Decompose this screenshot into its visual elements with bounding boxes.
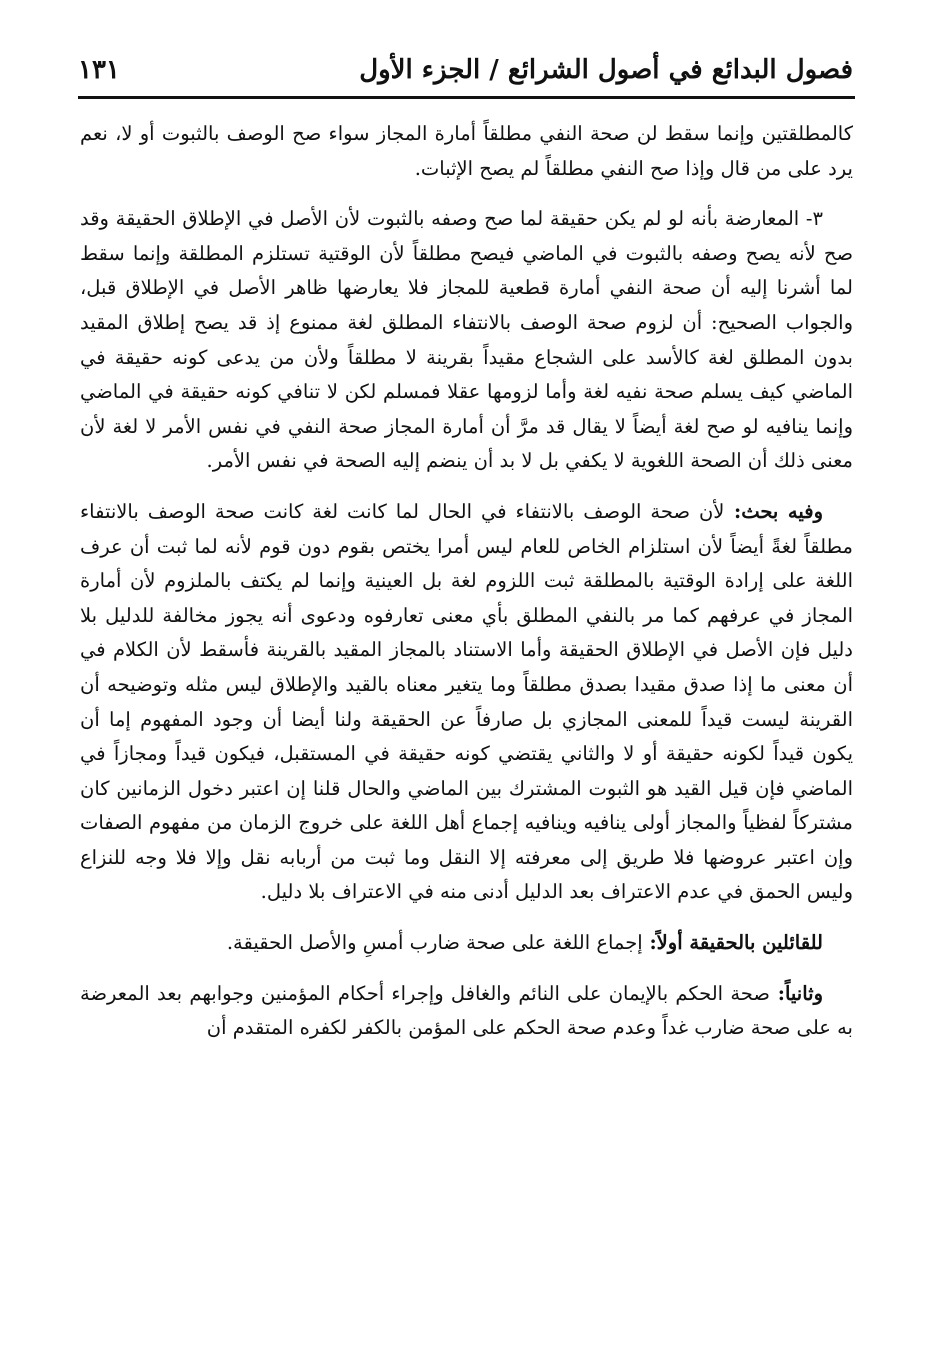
paragraph-lead: وفيه بحث: — [724, 499, 824, 523]
paragraph-discussion — [80, 495, 853, 910]
paragraph-lead: للقائلين بالحقيقة أولاً: — [642, 931, 823, 955]
paragraph-first-argument — [80, 926, 853, 961]
header-divider — [78, 96, 855, 99]
paragraph-second-argument — [80, 977, 853, 1046]
paragraph-text: لأن صحة الوصف بالانتفاء في الحال لما كانت لغة كانت صحة الوصف بالانتفاء مطلقاً لغةً أيضاً لأن استلزام الخاص للعام ليس أمرا يختص بقوم دون قوم لأنه لما ثبت أن عرف اللغة على إرادة الوقتية بالمطلقة ثبت اللزوم لغة بل العينية وإنما لم يكتف بالملزوم لأن أمارة المجاز في عرفهم كما مر بالنفي المطلق بأي معنى تعارفوه ودعوى أنه يجوز مخالفة للدليل بلا دليل فإن الأصل في الإطلاق الحقيقة وأما الاستناد بالمجاز المقيد بالقرينة فأسقط لأن الكلام في أن معنى ما إذا صدق مقيدا بصدق مطلقاً وما يتغير معناه بالقيد والإطلاق ليس مثله وتوضيحه أن القرينة ليست قيداً للمعنى المجازي بل صارفاً عن الحقيقة ولنا أيضا أن وجود المفهوم إما أن يكون قيداً لكونه حقيقة أو لا والثاني يقتضي كونه حقيقة في المستقبل، فيكون قيداً ومجازاً في الماضي فإن قيل القيد هو الثبوت المشترك بين الماضي والحال قلنا إن اعتبر دخول الزمانين كان مشتركاً لفظياً والمجاز أولى ينافيه وينافيه إجماع أهل اللغة على خروج الزمان من مفهوم الصفات وإن اعتبر عروضها فلا طريق إلى معرفته إلا النقل وما ثبت من أربابه نقل وإلا فلا وجه للنزاع وليس الحمق في عدم الاعتراف بعد الدليل أدنى منه في الاعتراف بلا دليل. — [80, 499, 853, 904]
paragraph-text: إجماع اللغة على صحة ضارب أمسِ والأصل الحقيقة. — [226, 931, 643, 955]
paragraph-continuation — [80, 117, 853, 186]
page-number: ١٣١ — [78, 55, 120, 85]
page-body — [80, 117, 853, 1062]
paragraph-text: ٣- المعارضة بأنه لو لم يكن حقيقة لما صح وصفه بالثبوت لأن الأصل في الإطلاق الحقيقة وقد صح لأنه يصح وصفه بالثبوت في الماضي فيصح مطلقاً لأن الوقتية تستلزم المطلقة وإنما سقط لما أشرنا إليه أن صحة النفي أمارة قطعية للمجاز فلا يعارضها ظاهر الأصل في الإطلاق قبل، والجواب الصحيح: أن لزوم صحة الوصف بالانتفاء المطلق لغة ممنوع إذ قد يصح إطلاق المقيد بدون المطلق لغة كالأسد على الشجاع مقيداً بقرينة لا مطلقاً ولأن من يدعى كونه حقيقة في الماضي كيف يسلم صحة نفيه لغة وأما لزومها عقلا فمسلم لكن لا تنافي كونه حقيقة في الماضي وإنما ينافيه لو صح لغة أيضاً لا يقال قد مرَّ أن أمارة المجاز صحة النفي في نفس الأمر لا لغة لأن معنى ذلك أن الصحة اللغوية لا يكفي بل لا بد أن ينضم إليه الصحة في نفس الأمر. — [80, 207, 853, 473]
book-title: فصول البدائع في أصول الشرائع / الجزء الأول — [359, 55, 853, 85]
running-header — [78, 40, 853, 92]
paragraph-objection-3 — [80, 202, 853, 479]
paragraph-text: صحة الحكم بالإيمان على النائم والغافل وإجراء أحكام المؤمنين وجوابهم بعد المعرضة به على صحة ضارب غداً وعدم صحة الحكم على المؤمن بالكفر لكفره المتقدم أن — [80, 981, 853, 1040]
paragraph-lead: وثانياً: — [769, 981, 823, 1005]
paragraph-text: كالمطلقتين وإنما سقط لن صحة النفي مطلقاً أمارة المجاز سواء صح الوصف بالثبوت أو لا، نعم يرد على من قال وإذا صح النفي مطلقاً لم يصح الإثبات. — [80, 122, 853, 180]
